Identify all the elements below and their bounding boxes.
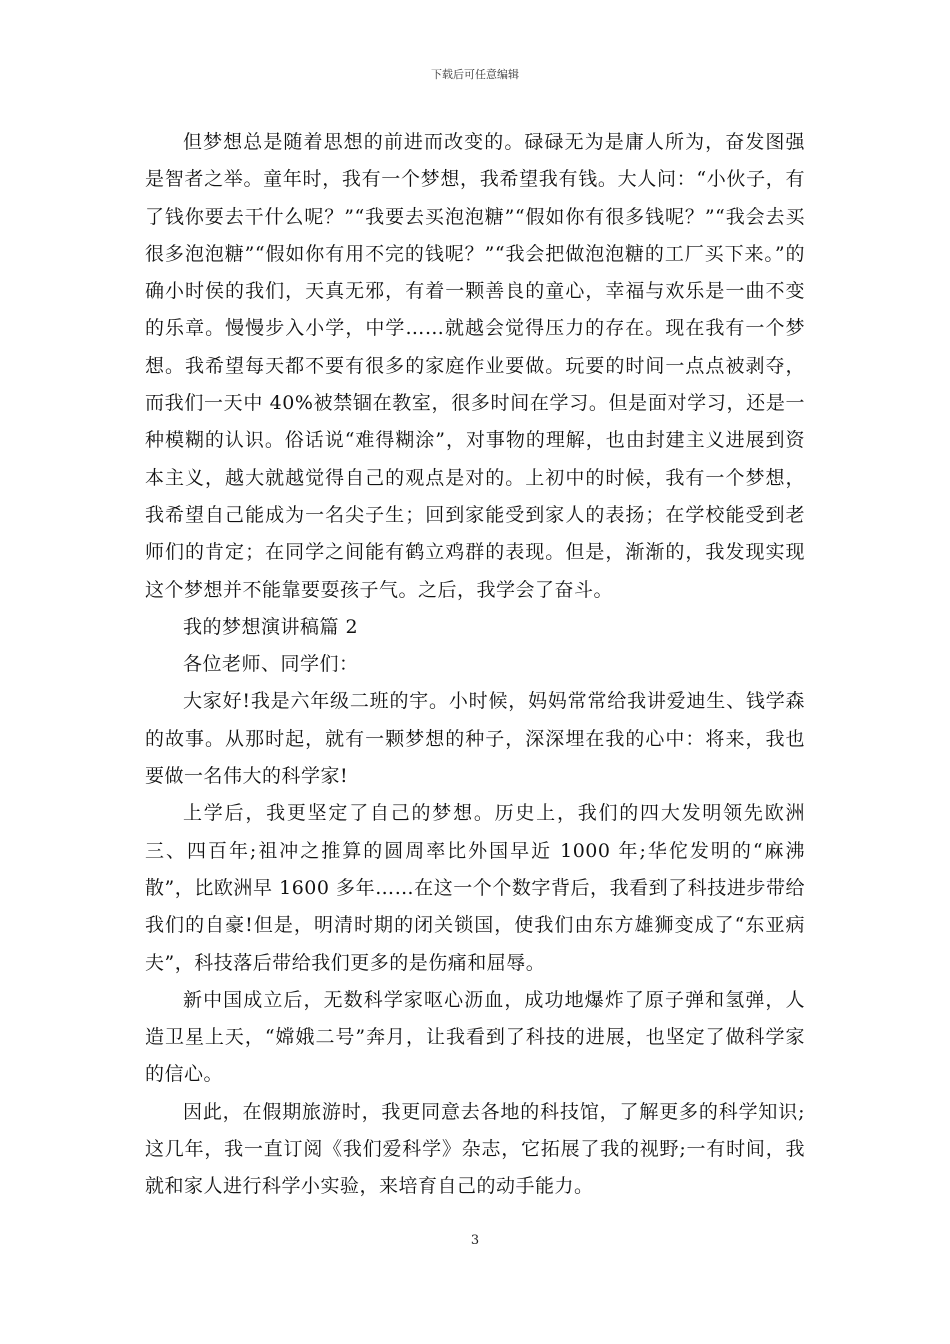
page-header: 下载后可任意编辑 xyxy=(431,68,519,81)
page-number: 3 xyxy=(470,1233,480,1248)
section-title: 我的梦想演讲稿篇 2 xyxy=(183,615,359,638)
paragraph-learning: 因此，在假期旅游时，我更同意去各地的科技馆，了解更多的科学知识;这几年，我一直订阅《我们爱科学》杂志，它拓展了我的视野;一有时间，我就和家人进行科学小实验，来培育自己的动手能力。 xyxy=(145,1100,805,1198)
document-body xyxy=(145,124,805,1206)
paragraph-introduction: 大家好!我是六年级二班的宇。小时候，妈妈常常给我讲爱迪生、钱学森的故事。从那时起，就有一颗梦想的种子，深深埋在我的心中：将来，我也要做一名伟大的科学家! xyxy=(145,690,805,788)
paragraph-history: 上学后，我更坚定了自己的梦想。历史上，我们的四大发明领先欧洲三、四百年;祖冲之推算的圆周率比外国早近 1000 年;华佗发明的“麻沸散”，比欧洲早 1600 多年……在这一个个数字背后，我看到了科技进步带给我们的自豪!但是，明清时期的闭关锁国，使我们由东方雄狮变成了“东亚病夫”，科技落后带给我们更多的是伤痛和屈辱。 xyxy=(145,802,805,974)
paragraph-new-china: 新中国成立后，无数科学家呕心沥血，成功地爆炸了原子弹和氢弹，人造卫星上天，“嫦娥二号”奔月，让我看到了科技的进展，也坚定了做科学家的信心。 xyxy=(145,988,805,1086)
salutation: 各位老师、同学们： xyxy=(183,653,359,676)
paragraph-dream-changes: 但梦想总是随着思想的前进而改变的。碌碌无为是庸人所为，奋发图强是智者之举。童年时，我有一个梦想，我希望我有钱。大人问：“小伙子，有了钱你要去干什么呢？”“我要去买泡泡糖”“假如你有很多钱呢？”“我会去买很多泡泡糖”“假如你有用不完的钱呢？”“我会把做泡泡糖的工厂买下来。”的确小时侯的我们，天真无邪，有着一颗善良的童心，幸福与欢乐是一曲不变的乐章。慢慢步入小学，中学……就越会觉得压力的存在。现在我有一个梦想。我希望每天都不要有很多的家庭作业要做。玩要的时间一点点被剥夺，而我们一天中 40%被禁锢在教室，很多时间在学习。但是面对学习，还是一种模糊的认识。俗话说“难得糊涂”，对事物的理解，也由封建主义进展到资本主义，越大就越觉得自己的观点是对的。上初中的时候，我有一个梦想，我希望自己能成为一名尖子生；回到家能受到家人的表扬；在学校能受到老师们的肯定；在同学之间能有鹤立鸡群的表现。但是，渐渐的，我发现实现这个梦想并不能靠要耍孩子气。之后，我学会了奋斗。 xyxy=(145,131,805,601)
